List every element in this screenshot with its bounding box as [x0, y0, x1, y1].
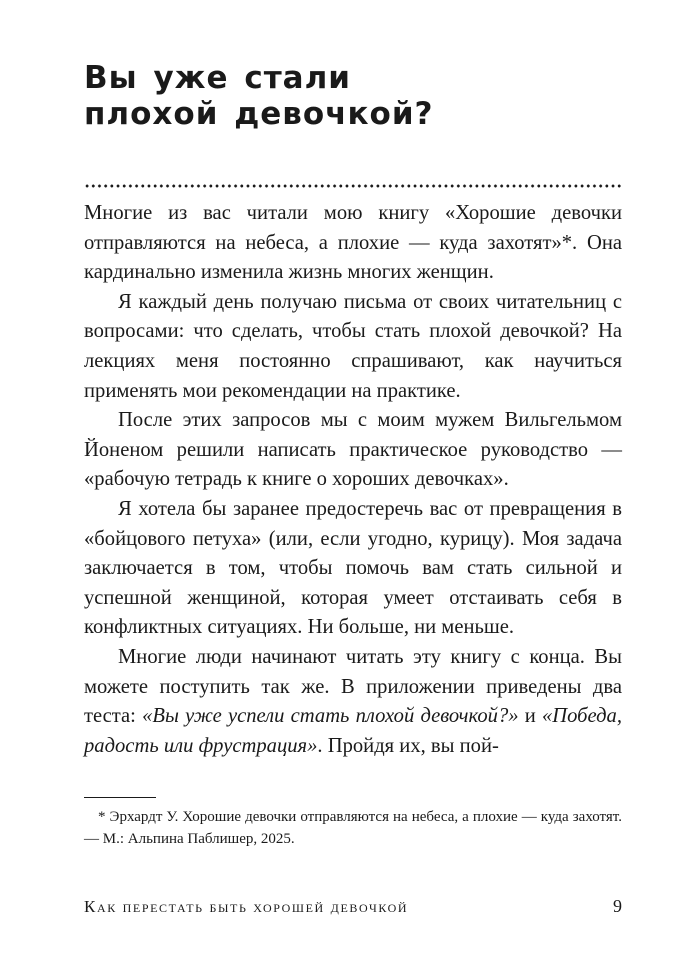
paragraph-1-text: Многие из вас читали мою книгу «Хорошие девочки отправляются на небеса, а плохие — куда захотят»	[84, 202, 622, 254]
footnote	[84, 806, 622, 850]
paragraph-1-text-end: . Она кардинально изменила жизнь многих женщин.	[84, 231, 622, 284]
paragraph-3: После этих запросов мы с моим мужем Вильгельмом Йоненом решили написать практическое руководство — «рабочую тетрадь к книге о хороших девочках».	[84, 409, 622, 491]
paragraph-5	[84, 643, 622, 761]
dotted-divider	[84, 184, 622, 188]
chapter-title	[84, 60, 604, 132]
body-text	[84, 199, 622, 761]
footnote-mark: *	[561, 231, 573, 254]
chapter-title-line-2: плохой девочкой?	[84, 96, 434, 132]
paragraph-1	[84, 199, 622, 288]
test-title-1: «Вы уже успели стать плохой девочкой?»	[142, 705, 519, 728]
paragraph-4: Я хотела бы заранее предостеречь вас от превращения в «бойцового петуха» (или, если угодно, курицу). Моя задача заключается в том, чтобы помочь вам стать сильной и успешной женщиной, которая умеет отстаивать себя в конфликтных ситуациях. Ни больше, ни меньше.	[84, 497, 622, 639]
footnote-text: * Эрхардт У. Хорошие девочки отправляются на небеса, а плохие — куда захотят. — М.: Альпина Паблишер, 2025.	[84, 809, 622, 847]
running-head: Как перестать быть хорошей девочкой	[84, 897, 409, 916]
chapter-title-line-1: Вы уже стали	[84, 60, 352, 96]
paragraph-5-text: Многие люди начинают читать эту книгу с конца. Вы можете поступить так же. В приложении приведены два теста:	[84, 645, 622, 728]
paragraph-5-conjunction: и	[518, 705, 542, 728]
page-number: 9	[613, 896, 622, 916]
test-title-2: «Победа, радость или фрустрация»	[84, 705, 622, 757]
paragraph-5-text-end: . Пройдя их, вы пой-	[317, 734, 499, 757]
paragraph-2: Я каждый день получаю письма от своих читательниц с вопросами: что сделать, чтобы стать плохой девочкой? На лекциях меня постоянно спрашивают, как научиться применять мои рекомендации на практике.	[84, 290, 622, 402]
footnote-rule	[84, 797, 156, 798]
